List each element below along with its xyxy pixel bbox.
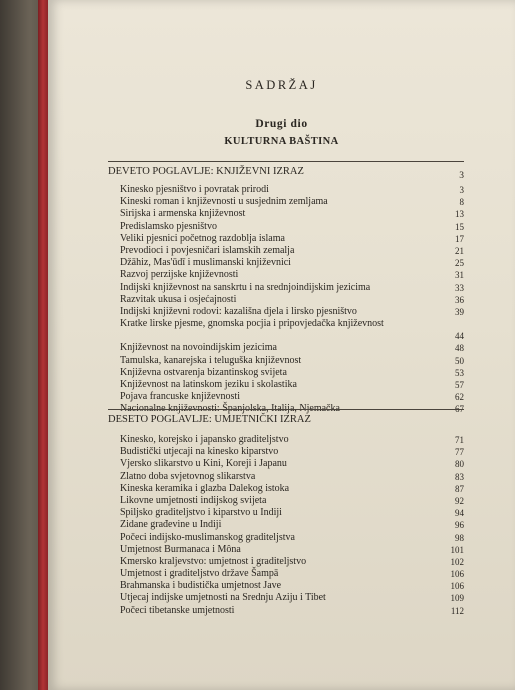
toc-entry: Umjetnost Burmanaca i Môna 101 <box>120 543 464 555</box>
toc-title: SADRŽAJ <box>245 78 318 92</box>
chapter-10-title: DESETO POGLAVLJE: UMJETNIČKI IZRAZ <box>108 414 311 425</box>
toc-entry: Kineski roman i književnosti u susjednim zemljama 8 <box>120 196 464 208</box>
toc-entry: Počeci indijsko-muslimanskog graditeljstva 98 <box>120 531 464 543</box>
chapter-9-entries <box>120 184 464 416</box>
toc-entry: Razvoj perzijske književnosti 31 <box>120 269 464 281</box>
chapter-10-rule <box>108 409 464 410</box>
toc-entry: Pojava francuske književnosti 62 <box>120 391 464 403</box>
toc-entry: Književnost na novoindijskim jezicima 48 <box>120 342 464 354</box>
toc-entry: Kmersko kraljevstvo: umjetnost i graditeljstvo 102 <box>120 555 464 567</box>
toc-entry: Indijski književnost na sanskrtu i na srednjoindijskim jezicima 33 <box>120 281 464 293</box>
toc-entry: Kratke lirske pjesme, gnomska pocjia i pripovjedačka književnost 44 <box>120 318 464 342</box>
toc-entry: Književnost na latinskom jeziku i skolastika 57 <box>120 379 464 391</box>
toc-entry: Vjersko slikarstvo u Kini, Koreji i Japanu 80 <box>120 458 464 470</box>
toc-entry: Umjetnost i graditeljstvo države Šampā 106 <box>120 568 464 580</box>
toc-entry: Likovne umjetnosti indijskog svijeta 92 <box>120 494 464 506</box>
toc-entry: Budistički utjecaji na kinesko kiparstvo 77 <box>120 446 464 458</box>
toc-entry: Sirijska i armenska književnost 13 <box>120 208 464 220</box>
toc-entry: Utjecaj indijske umjetnosti na Srednju Aziju i Tibet 109 <box>120 592 464 604</box>
toc-entry: Spiljsko graditeljstvo i kiparstvo u Indiji 94 <box>120 507 464 519</box>
chapter-9-title: DEVETO POGLAVLJE: KNJIŽEVNI IZRAZ <box>108 166 304 177</box>
chapter-10-heading <box>108 413 464 427</box>
toc-entry: Zidane građevine u Indiji 96 <box>120 519 464 531</box>
toc-entry: Veliki pjesnici početnog razdoblja islama 17 <box>120 232 464 244</box>
chapter-9-rule <box>108 161 464 162</box>
chapter-10-entries <box>120 434 464 617</box>
toc-entry: Kineska keramika i glazba Dalekog istoka 87 <box>120 482 464 494</box>
part-label: Drugi dio <box>255 118 308 130</box>
book-cover-edge <box>38 0 48 690</box>
toc-entry: Džāhiz, Mas'ūdī i muslimanski književnici 25 <box>120 257 464 269</box>
chapter-9-page: 3 <box>459 171 464 181</box>
toc-entry: Književna ostvarenja bizantinskog svijeta 53 <box>120 366 464 378</box>
toc-entry: Tamulska, kanarejska i teluguška književnost 50 <box>120 354 464 366</box>
toc-entry: Kinesko pjesništvo i povratak prirodi 3 <box>120 184 464 195</box>
book-page <box>48 0 515 690</box>
part-title: KULTURNA BAŠTINA <box>224 136 339 147</box>
toc-entry: Nacionalne književnosti: Španjolska, Italija, Njemačka 67 <box>120 403 464 415</box>
toc-entry: Počeci tibetanske umjetnosti 112 <box>120 604 464 616</box>
toc-entry: Brahmanska i budistička umjetnost Jave 106 <box>120 580 464 592</box>
toc-entry: Prevodioci i povjesničari islamskih zemalja 21 <box>120 244 464 256</box>
toc-entry: Razvitak ukusa i osjećajnosti 36 <box>120 293 464 305</box>
toc-entry: Indijski književni rodovi: kazališna djela i lirsko pjesništvo 39 <box>120 305 464 317</box>
toc-entry: Kinesko, korejsko i japansko graditeljstvo 71 <box>120 434 464 445</box>
toc-entry: Zlatno doba svjetovnog slikarstva 83 <box>120 470 464 482</box>
chapter-9-heading <box>108 165 464 179</box>
toc-entry: Predislamsko pjesništvo 15 <box>120 220 464 232</box>
